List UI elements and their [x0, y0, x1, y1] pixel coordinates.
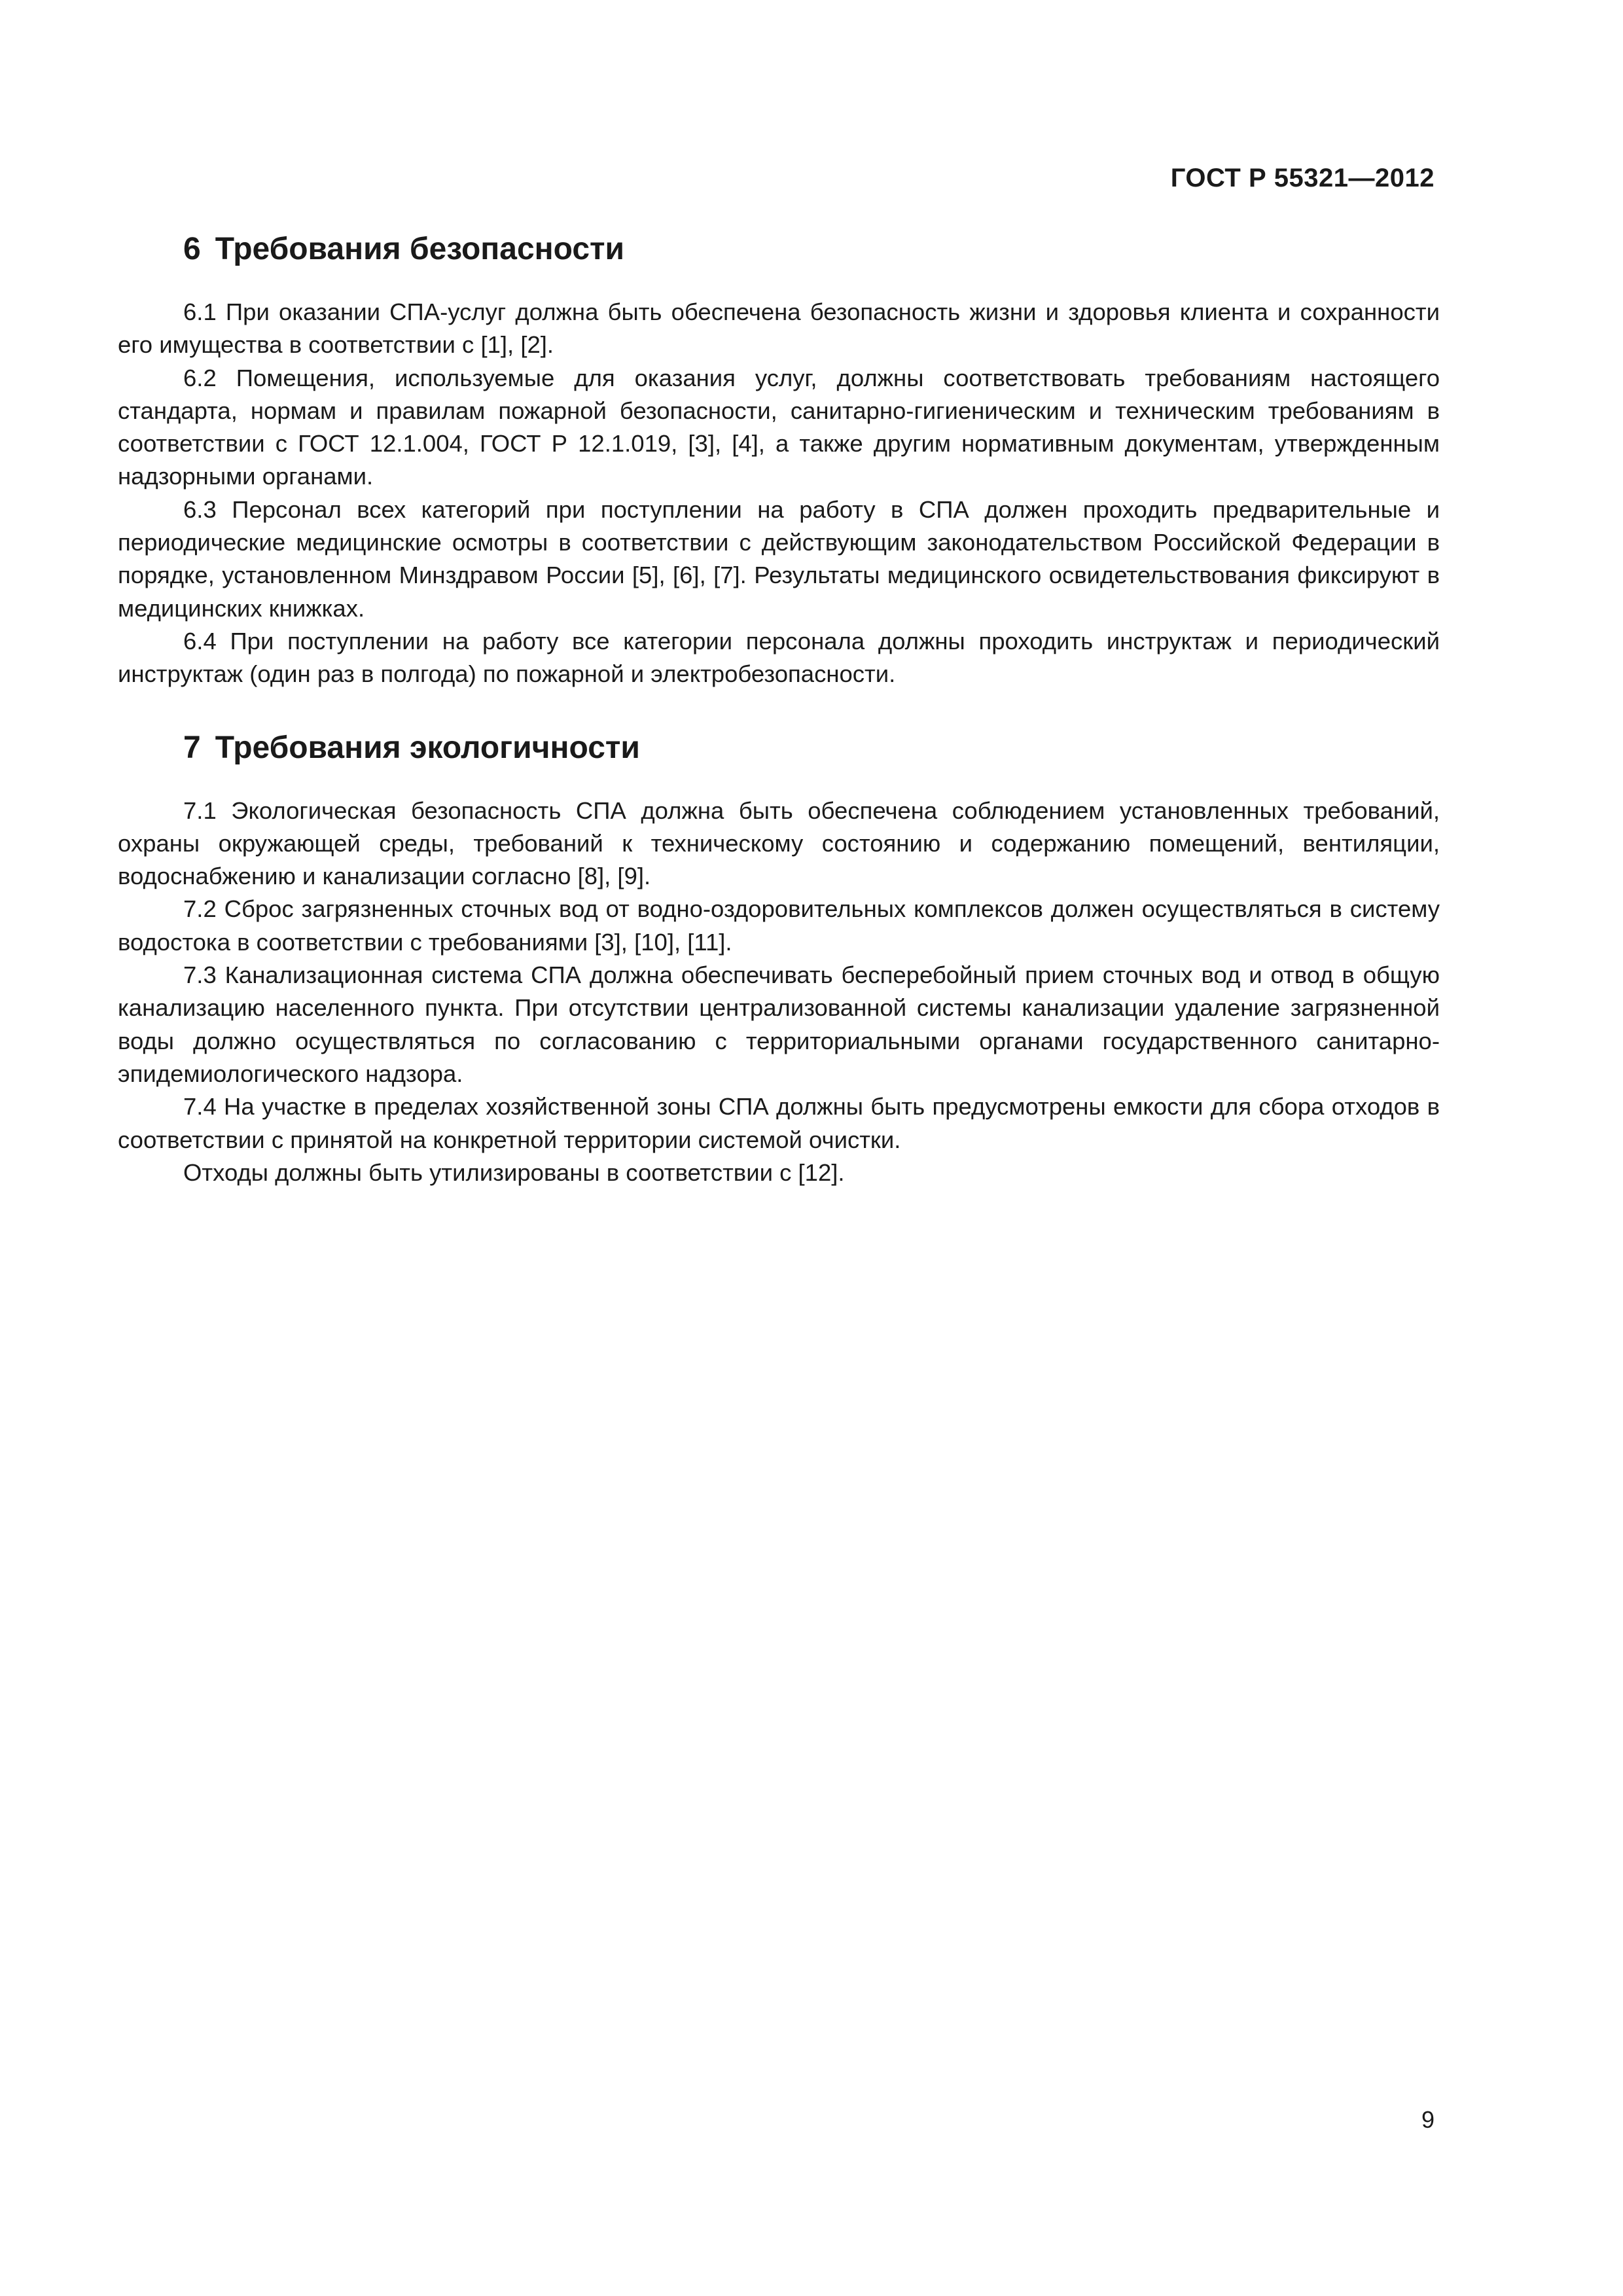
- section-title: Требования безопасности: [215, 232, 625, 266]
- paragraph-7-1: 7.1 Экологическая безопасность СПА должна быть обеспечена соблюдением установленных требований, охраны окружающей среды, требований к техническому состоянию и содержанию помещений, вентиляции, водоснабжению и канализации согласно [8], [9].: [118, 797, 1440, 890]
- paragraph-7-2: 7.2 Сброс загрязненных сточных вод от водно-оздоровительных комплексов должен осуществляться в систему водостока в соответствии с требованиями [3], [10], [11].: [118, 895, 1440, 956]
- section-number: 7: [183, 730, 201, 765]
- document-code: ГОСТ Р 55321—2012: [1170, 164, 1435, 192]
- section-6: [118, 229, 1440, 691]
- paragraph-7-4: 7.4 На участке в пределах хозяйственной зоны СПА должны быть предусмотрены емкости для сбора отходов в соответствии с принятой на конкретной территории системой очистки.: [118, 1093, 1440, 1153]
- section-title: Требования экологичности: [215, 730, 640, 765]
- section-7: [118, 728, 1440, 1190]
- document-body: [118, 229, 1440, 1226]
- paragraph-7-3: 7.3 Канализационная система СПА должна обеспечивать бесперебойный прием сточных вод и отвод в общую канализацию населенного пункта. При отсутствии централизованной системы канализации удаление загрязненной воды должно осуществляться по согласованию с территориальными органами государственного санитарно-эпидемиологического надзора.: [118, 961, 1440, 1087]
- paragraph-6-4: 6.4 При поступлении на работу все категории персонала должны проходить инструктаж и периодический инструктаж (один раз в полгода) по пожарной и электробезопасности.: [118, 627, 1440, 688]
- page-number: 9: [1421, 2106, 1435, 2133]
- section-heading: [118, 229, 1440, 270]
- section-heading: [118, 728, 1440, 768]
- paragraph-7-waste: Отходы должны быть утилизированы в соответствии с [12].: [183, 1158, 845, 1186]
- section-number: 6: [183, 232, 201, 266]
- paragraph-6-2: 6.2 Помещения, используемые для оказания услуг, должны соответствовать требованиям настоящего стандарта, нормам и правилам пожарной безопасности, санитарно-гигиеническим и техническим требованиям в соответствии с ГОСТ 12.1.004, ГОСТ Р 12.1.019, [3], [4], а также другим нормативным документам, утвержденным надзорными органами.: [118, 364, 1440, 490]
- paragraph-6-3: 6.3 Персонал всех категорий при поступлении на работу в СПА должен проходить предварительные и периодические медицинские осмотры в соответствии с действующим законодательством Российской Федерации в порядке, установленном Минздравом России [5], [6], [7]. Результаты медицинского освидетельствования фиксируют в медицинских книжках.: [118, 495, 1440, 622]
- paragraph-6-1: 6.1 При оказании СПА-услуг должна быть обеспечена безопасность жизни и здоровья клиента и сохранности его имущества в соответствии с [1], [2].: [118, 298, 1440, 359]
